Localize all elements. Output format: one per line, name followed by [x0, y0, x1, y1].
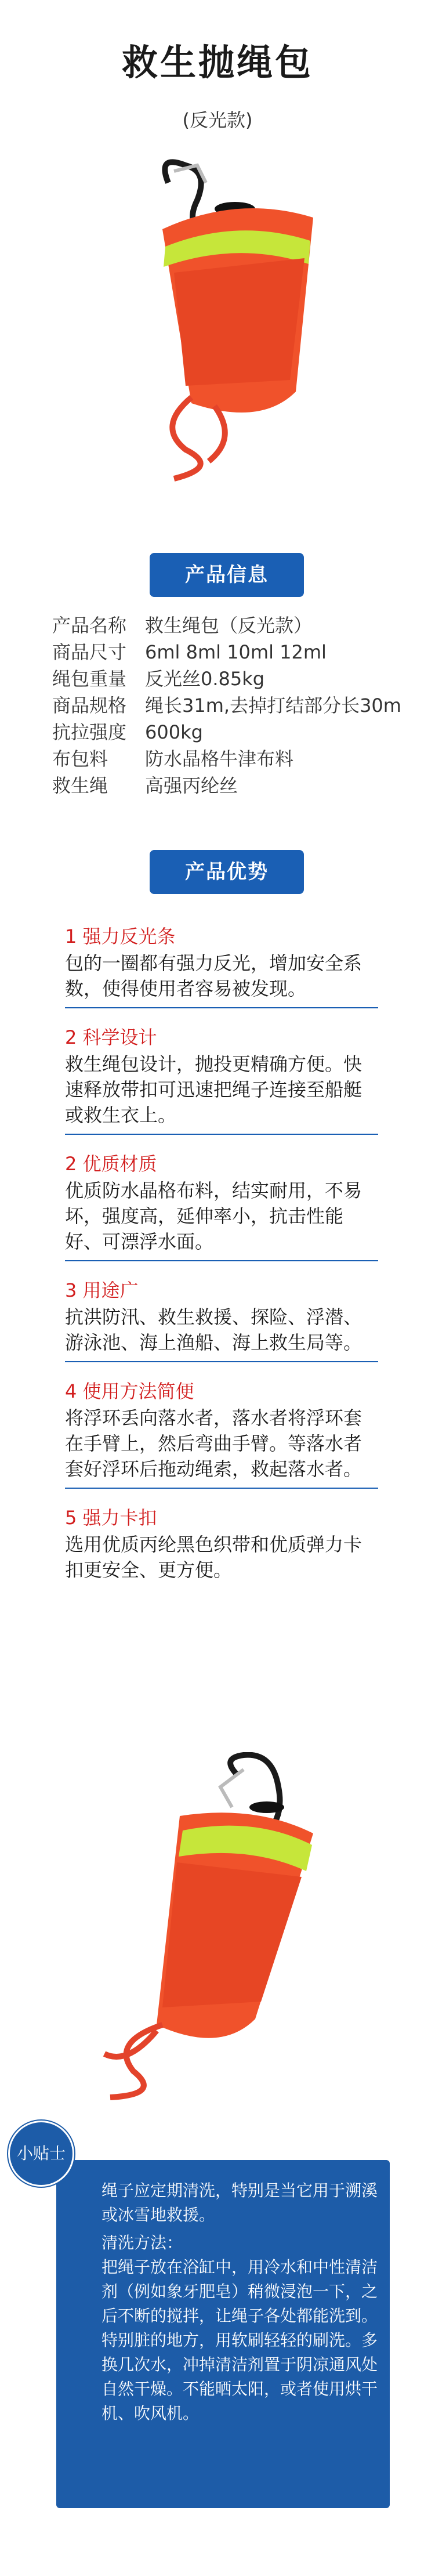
spec-value: 600kg: [145, 721, 203, 743]
advantage-title: 3 用途广: [65, 1279, 139, 1301]
spec-row: [52, 719, 429, 746]
throw-bag-photo-bottom: [46, 1752, 348, 2100]
spec-label: 产品名称: [52, 614, 127, 636]
page-subtitle: (反光款): [182, 109, 253, 131]
spec-row: [52, 746, 429, 772]
spec-row: [52, 612, 429, 639]
spec-label: 救生绳: [52, 775, 108, 797]
product-info-heading: 产品信息: [150, 553, 304, 597]
spec-row: [52, 692, 429, 719]
tips-method: 把绳子放在浴缸中，用冷水和中性清洁剂（例如象牙肥皂）稍微浸泡一下，之后不断的搅拌，让绳子各处都能洗到。特别脏的地方，用软刷轻轻的刷洗。多换几次水，冲掉清洁剂置于阴凉通风处自然干燥。不能晒太阳，或者使用烘干机、吹风机。: [102, 2257, 378, 2423]
spec-label: 抗拉强度: [52, 721, 127, 743]
spec-value: 救生绳包（反光款）: [145, 614, 313, 636]
spec-label: 商品规格: [52, 694, 127, 717]
advantage-body: 优质防水晶格布料，结实耐用，不易坏，强度高，延伸率小，抗击性能好、可漂浮水面。: [65, 1180, 362, 1253]
advantage-body: 抗洪防汛、救生救援、探险、浮潜、游泳池、海上渔船、海上救生局等。: [65, 1306, 362, 1354]
spec-row: [52, 772, 429, 799]
spec-label: 布包料: [52, 748, 108, 770]
advantage-item: [65, 1023, 378, 1135]
advantage-title: 5 强力卡扣: [65, 1507, 157, 1529]
spec-label: 绳包重量: [52, 668, 127, 690]
advantages-heading: 产品优势: [150, 850, 304, 894]
spec-value: 防水晶格牛津布料: [145, 748, 294, 770]
spec-value: 绳长31m,去掉打结部分长30m: [145, 694, 401, 717]
tips-badge: 小贴士: [8, 2121, 74, 2187]
spec-value: 6ml 8ml 10ml 12ml: [145, 641, 327, 663]
advantage-title: 2 科学设计: [65, 1026, 157, 1048]
tips-method-label: 清洗方法：: [102, 2233, 183, 2252]
spec-value: 高强丙纶丝: [145, 775, 238, 797]
page-title: 救生抛绳包: [121, 41, 313, 84]
advantage-item: [65, 1504, 378, 1589]
spec-value: 反光丝0.85kg: [145, 668, 265, 690]
tips-intro: 绳子应定期清洗，特别是当它用于溯溪或冰雪地救援。: [102, 2181, 378, 2224]
advantage-item: [65, 1377, 378, 1489]
advantage-item: [65, 1276, 378, 1362]
spec-row: [52, 665, 429, 692]
tips-content: [102, 2179, 379, 2429]
advantage-item: [65, 1150, 378, 1261]
advantage-body: 救生绳包设计，抛投更精确方便。快速释放带扣可迅速把绳子连接至船艇或救生衣上。: [65, 1053, 362, 1126]
throw-bag-photo-top: [87, 148, 348, 484]
advantage-title: 4 使用方法简便: [65, 1380, 194, 1402]
advantage-body: 包的一圈都有强力反光，增加安全系数，使得使用者容易被发现。: [65, 952, 362, 1000]
spec-label: 商品尺寸: [52, 641, 127, 663]
advantage-title: 2 优质材质: [65, 1153, 157, 1175]
advantage-body: 选用优质丙纶黑色织带和优质弹力卡扣更安全、更方便。: [65, 1533, 362, 1581]
advantage-title: 1 强力反光条: [65, 925, 176, 947]
spec-row: [52, 639, 429, 665]
advantage-item: [65, 922, 378, 1008]
advantage-body: 将浮环丢向落水者，落水者将浮环套在手臂上，然后弯曲手臂。等落水者套好浮环后拖动绳索，救起落水者。: [65, 1407, 362, 1480]
advantage-list: [65, 922, 378, 1604]
spec-list: [52, 612, 429, 799]
